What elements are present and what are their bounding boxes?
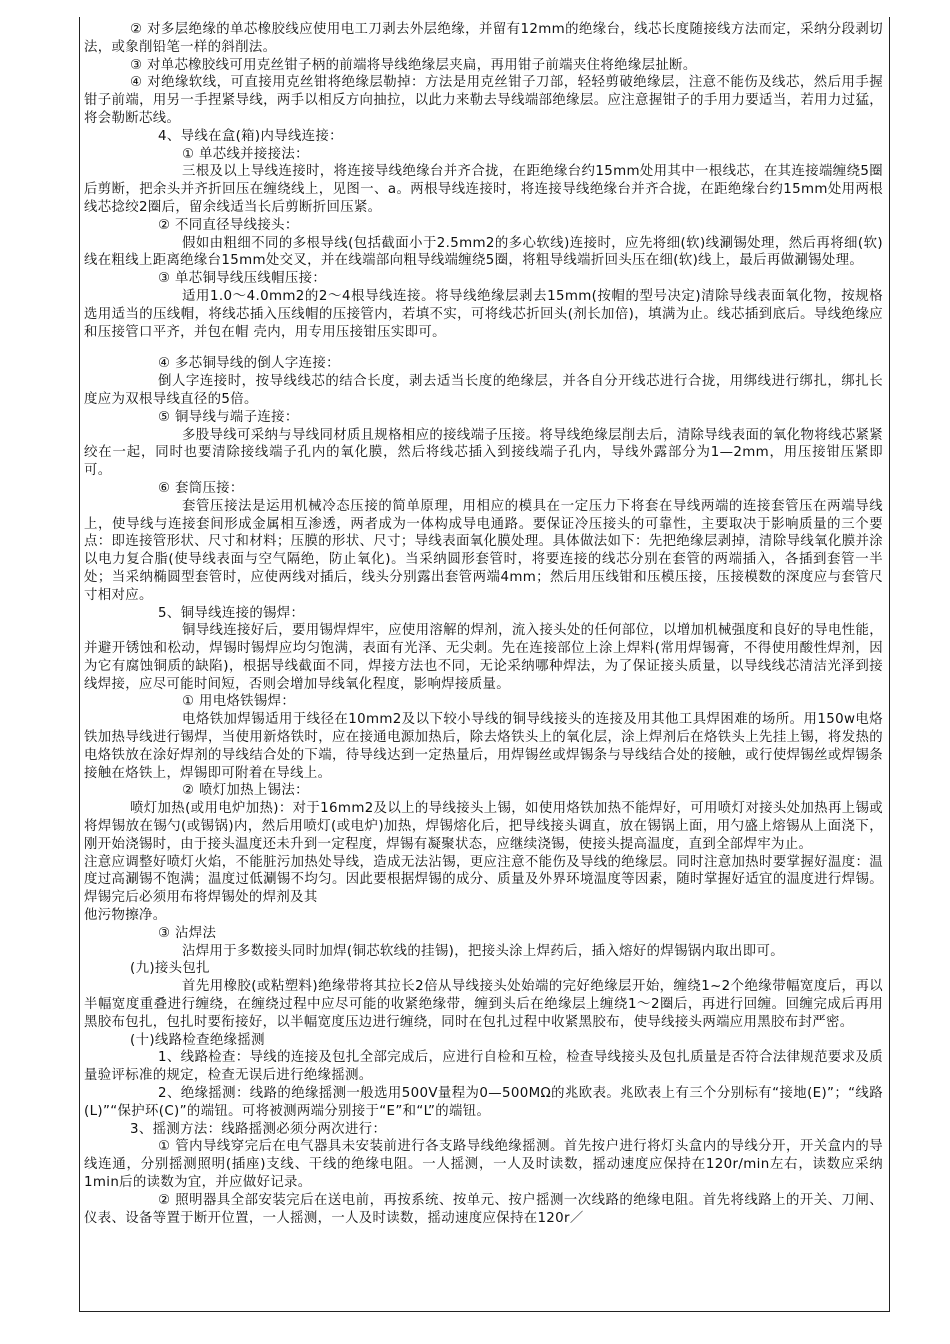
paragraph: 他污物擦净。 — [84, 908, 167, 924]
paragraph: ② 喷灯加热上锡法： — [182, 783, 309, 799]
paragraph: 套管压接法是运用机械冷态压接的简单原理，用相应的模具在一定压力下将套在导线两端的连接套管压在两端导线上，使导线与连接套间形成金属相互渗透，两者成为一体构成导电通路。要保证冷压接头的可靠性，主要取决于影响质量的三个要点：即连接管形状、尺寸和材料；压膜的形状、尺寸；导线表面氧化膜处理。具体做法如下：先把绝缘层剥掉，清除导线氧化膜并涂以电力复合脂(使导线表面与空气隔绝，防止氧化)。当采纳圆形套管时，将要连接的线芯分别在套管的两端插入，各插到套管一半处；当采纳椭圆型套管时，应使两线对插后，线头分别露出套管两端4mm；然后用压线钳和压模压接，压接模数的深度应与套管尺寸相对应。 — [84, 498, 883, 603]
paragraph: 3、摇测方法：线路摇测必须分两次进行： — [130, 1121, 387, 1137]
paragraph: 铜导线连接好后，要用锡焊焊牢，应使用溶解的焊剂，流入接头处的任何部位，以增加机械强度和良好的导电性能，并避开锈蚀和松动，焊锡时锡焊应均匀饱满，表面有光泽、无尖刺。先在连接部位上涂上焊料(常用焊锡膏，不得使用酸性焊剂，因为它有腐蚀铜质的缺陷)，根据导线截面不同，焊接方法也不同，无论采纳哪种焊法，为了保证接头质量，以导线线芯清洁光泽到接线焊接，应尽可能时间短，否则会增加导线氧化程度，影响焊接质量。 — [84, 623, 883, 692]
paragraph: ① 管内导线穿完后在电气器具未安装前进行各支路导线绝缘摇测。首先按户进行将灯头盒内的导线分开，开关盒内的导线连通，分别摇测照明(插座)支线、干线的绝缘电阻。一人摇测，一人及时读数，摇动速度应保持在120r/min左右，读数应采纳1min后的读数为宜，并应做好记录。 — [84, 1139, 883, 1190]
paragraph: ⑤ 铜导线与端子连接： — [158, 409, 299, 425]
page-frame — [79, 17, 890, 1312]
paragraph: 2、绝缘摇测：线路的绝缘摇测一般选用500V量程为0—500MΩ的兆欧表。兆欧表上有三个分别标有“接地(E)”；“线路(L)”“保护环(C)”的端钮。可将被测两端分别接于“E”和“L”的端钮。 — [84, 1086, 883, 1119]
paragraph-spacer — [84, 341, 883, 355]
paragraph: 5、铜导线连接的锡焊： — [158, 605, 305, 621]
paragraph: ③ 沾焊法 — [158, 925, 217, 941]
paragraph: 沾焊用于多数接头同时加焊(铜芯软线的挂锡)，把接头涂上焊药后，插入熔好的焊锡锅内取出即可。 — [182, 943, 784, 959]
paragraph: ① 用电烙铁锡焊： — [182, 694, 296, 710]
paragraph: 多股导线可采纳与导线同材质且规格相应的接线端子压接。将导线绝缘层削去后，清除导线表面的氧化物将线芯紧紧绞在一起，同时也要清除接线端子孔内的氧化膜，然后将线芯插入到接线端子孔内，导线外露部分为1—2mm，用压接钳压紧即可。 — [84, 427, 883, 479]
paragraph: 倒人字连接时，按导线线芯的结合长度，剥去适当长度的绝缘层，并各自分开线芯进行合拢，用绑线进行绑扎，绑扎长度应为双根导线直径的5倍。 — [84, 374, 883, 407]
document-body — [84, 21, 883, 1227]
paragraph: 喷灯加热(或用电炉加热)：对于16mm2及以上的导线接头上锡，如使用烙铁加热不能焊好，可用喷灯对接头处加热再上锡或将焊锡放在锡勺(或锡锅)内，然后用喷灯(或电炉)加热，焊锡熔化后，把导线接头调直，放在锡锅上面，用勺盛上熔锡从上面浇下，刚开始浇锡时，由于接头温度还未升到一定程度，焊锡有凝聚状态，应继续浇锡，使接头提高温度，直到全部焊牢为止。 — [84, 801, 883, 852]
paragraph: 电烙铁加焊锡适用于线径在10mm2及以下较小导线的铜导线接头的连接及用其他工具焊困难的场所。用150w电烙铁加热导线进行锡焊，当使用新烙铁时，应在接通电源加热后，除去烙铁头上的氧化层，涂上焊剂后在烙铁头上先挂上锡，将发热的电烙铁放在涂好焊剂的导线结合处的下端，待导线达到一定热量后，用焊锡丝或焊锡条与导线结合处的接触，或行使焊锡丝或焊锡条接触在烙铁上，焊锡即可附着在导线上。 — [84, 712, 883, 781]
paragraph: ④ 对绝缘软线，可直接用克丝钳将绝缘层勒掉：方法是用克丝钳子刀部，轻轻剪破绝缘层，注意不能伤及线芯，然后用手握钳子前端，用另一手捏紧导线，两手以相反方向抽拉，以此力来勒去导线端部绝缘层。应注意握钳子的手用力要适当，若用力过猛，将会勒断芯线。 — [84, 75, 883, 126]
paragraph: ② 不同直径导线接头： — [158, 217, 299, 233]
paragraph: (九)接头包扎 — [130, 961, 210, 977]
paragraph: 三根及以上导线连接时，将连接导线绝缘台并齐合拢，在距绝缘台约15mm处用其中一根线芯，在其连接端缠绕5圈后剪断，把余头并齐折回压在缠绕线上，见图一、a。两根导线连接时，将连接导线绝缘台并齐合拢，在距绝缘台约15mm处用两根线芯捻绞2圈后，留余线适当长后剪断折回压紧。 — [84, 164, 883, 215]
paragraph: 1、线路检查：导线的连接及包扎全部完成后，应进行自检和互检，检查导线接头及包扎质量是否符合法律规范要求及质量验评标准的规定，检查无误后进行绝缘摇测。 — [84, 1050, 883, 1084]
paragraph: 适用1.0～4.0mm2的2～4根导线连接。将导线绝缘层剥去15mm(按帽的型号决定)清除导线表面氧化物，按规格选用适当的压线帽，将线芯插入压线帽的压接管内，若填不实，可将线芯折回头(剂长加倍)，填满为止。线芯插到底后。导线绝缘应和压接管口平齐，并包在帽 壳内，用专用压接钳压实即可。 — [84, 288, 883, 340]
paragraph: 4、导线在盒(箱)内导线连接： — [158, 128, 343, 144]
paragraph: ④ 多芯铜导线的倒人字连接： — [158, 356, 340, 372]
paragraph: ② 对多层绝缘的单芯橡胶线应使用电工刀剥去外层绝缘，并留有12mm的绝缘台，线芯长度随接线方法而定，采纳分段剥切法，或象削铅笔一样的斜削法。 — [84, 22, 883, 55]
paragraph: (十)线路检查绝缘摇测 — [130, 1032, 265, 1048]
paragraph: ① 单芯线并接接法： — [182, 146, 309, 162]
paragraph: ③ 单芯铜导线压线帽压接： — [158, 271, 327, 287]
paragraph: 注意应调整好喷灯火焰，不能脏污加热处导线，造成无法沾锡，更应注意不能伤及导线的绝缘层。同时注意加热时要掌握好温度：温度过高涮锡不饱满；温度过低涮锡不均匀。因此要根据焊锡的成分、质量及外界环境温度等因素，随时掌握好适宜的温度进行焊锡。焊锡完后必须用布将焊锡处的焊剂及其 — [84, 854, 883, 906]
paragraph: ⑥ 套筒压接： — [158, 480, 244, 496]
paragraph: ② 照明器具全部安装完后在送电前，再按系统、按单元、按户摇测一次线路的绝缘电阻。首先将线路上的开关、刀闸、仪表、设备等置于断开位置，一人摇测，一人及时读数，摇动速度应保持在120r／ — [84, 1192, 883, 1226]
paragraph: 假如由粗细不同的多根导线(包括截面小于2.5mm2的多心软线)连接时，应先将细(软)线涮锡处理，然后再将细(软)线在粗线上距离绝缘台15mm处交叉，并在线端部向粗导线端缠绕5圈，将粗导线端折回头压在细(软)线上，最后再做涮锡处理。 — [84, 235, 883, 269]
paragraph: ③ 对单芯橡胶线可用克丝钳子柄的前端将导线绝缘层夹扁，再用钳子前端夹住将绝缘层扯断。 — [130, 57, 697, 73]
paragraph: 首先用橡胶(或粘塑料)绝缘带将其拉长2倍从导线接头处始端的完好绝缘层开始，缠绕1~2个绝缘带幅宽度后，再以半幅宽度重叠进行缠绕，在缠绕过程中应尽可能的收紧绝缘带，缠到头后在绝缘层上缠绕1～2圈后，再进行回缠。回缠完成后再用黑胶布包扎，包扎时要衔接好，以半幅宽度压边进行缠绕，同时在包扎过程中收紧黑胶布，使导线接头两端应用黑胶布封严密。 — [84, 979, 883, 1030]
